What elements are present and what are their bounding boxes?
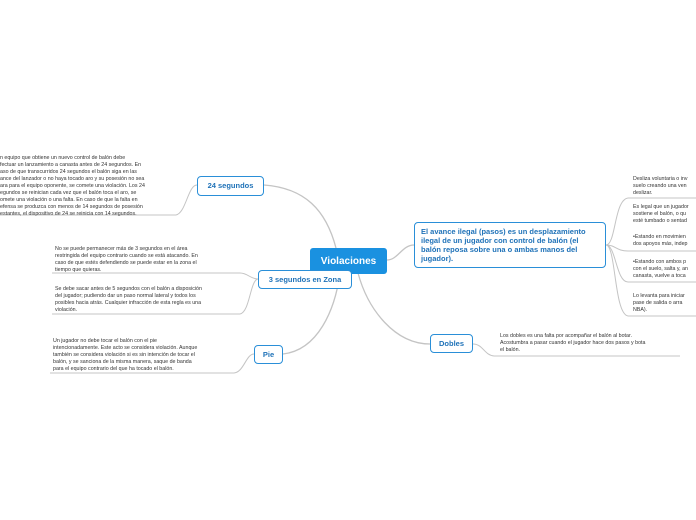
connector-dobles-note bbox=[473, 344, 494, 356]
note-pasos-en-movimiento[interactable]: •Estando en movimien dos apoyos más, indep bbox=[633, 234, 688, 247]
connector-24-note bbox=[176, 185, 197, 215]
note-pasos-levanta[interactable]: Lo levanta para iniciar pase de salida o arra NBA). bbox=[633, 293, 685, 313]
topic-avance-ilegal-pasos[interactable]: El avance ilegal (pasos) es un desplazamiento ilegal de un jugador con control de balón (el balón reposa sobre una o ambas manos del jugador). bbox=[414, 222, 606, 268]
note-pasos-ambos-pies[interactable]: •Estando con ambos p con el suelo, salta y, an canasta, vuelve a toca bbox=[633, 259, 688, 279]
connector-zona-note-2 bbox=[240, 279, 258, 314]
connector-root-dobles bbox=[358, 273, 430, 344]
note-24-segundos[interactable]: n equipo que obtiene un nuevo control de balón debe fectuar un lanzamiento a canasta antes de 24 segundos. En aso de que transcurridos 24 segundos el balón siga en las ance del lanzador o no haya tocado aro y su posesión no sea ara para el equipo oponente, se comete una violación. Los 24 egundos se reinician cada vez que el balón toca el aro, se omete una violación o una falta. En caso de que la falta en efensa se produzca con menos de 14 segundos de posesión estantes, el dispositivo de 24 se reinicia con 14 segundos. bbox=[0, 155, 145, 217]
connector-root-pasos bbox=[387, 245, 414, 260]
topic-dobles[interactable]: Dobles bbox=[430, 334, 473, 353]
note-zona-saque-5-segundos[interactable]: Se debe sacar antes de 5 segundos con el balón a disposición del jugador; pudiendo dar un paso normal lateral y todos los posibles hacia atrás. Cualquier infracción de esta regla es una violación. bbox=[55, 286, 202, 313]
root-topic-violaciones[interactable]: Violaciones bbox=[310, 248, 387, 274]
topic-pie[interactable]: Pie bbox=[254, 345, 283, 364]
note-pasos-desliza[interactable]: Desliza voluntaria o inv suelo creando una ven deslizar. Es legal que un jugador sostiene el balón, o qu esté tumbado o sentad bbox=[633, 176, 689, 224]
connector-root-24-segundos bbox=[264, 185, 336, 248]
connector-pie-note bbox=[234, 354, 254, 373]
connector-zona-note-1 bbox=[240, 273, 258, 279]
note-pie[interactable]: Un jugador no debe tocar el balón con el pie intencionadamente. Este acto se considera violación. Aunque también se considera violación si es sin intención de tocar el balón, y se sanciona de la misma manera, saque de banda para el equipo contrario del que ha tocado el balón. bbox=[53, 338, 198, 372]
topic-24-segundos[interactable]: 24 segundos bbox=[197, 176, 264, 196]
connector-pasos-note-1 bbox=[606, 198, 628, 245]
note-dobles[interactable]: Los dobles es una falta por acompañar el balón al botar. Acostumbra a pasar cuando el jugador hace dos pasos y bota el balón. bbox=[500, 333, 646, 353]
note-zona-area-restringida[interactable]: No se puede permanecer más de 3 segundos en el área restringida del equipo contrario cuando se está atacando. En caso de que estés defendiendo se puede estar en la zona el tiempo que quieras. bbox=[55, 246, 198, 273]
topic-3-segundos-en-zona[interactable]: 3 segundos en Zona bbox=[258, 270, 352, 289]
